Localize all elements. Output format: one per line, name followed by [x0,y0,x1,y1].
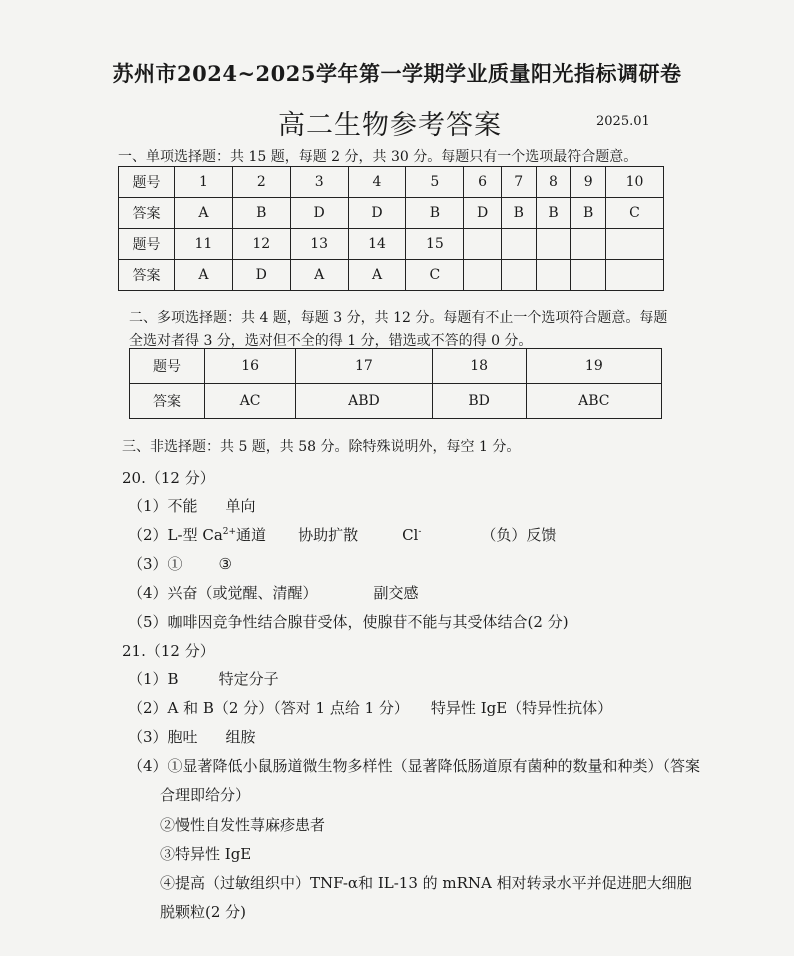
q20-answer-4 [128,582,419,603]
answer-cell: C [406,260,464,291]
question-number: 16 [205,349,296,384]
section1-heading: 一、单项选择题：共 15 题，每题 2 分，共 30 分。每题只有一个选项最符合题意。 [118,149,638,165]
q20-answer-2 [128,524,556,545]
answer-cell: B [406,198,464,229]
answer-cell: A [175,198,233,229]
answer-cell: D [290,198,348,229]
q20-title: 20.（12 分） [122,469,215,487]
answer-cell: A [175,260,233,291]
q20-2-blank-a: （2）L-型 Ca2+通道 [128,526,267,544]
question-number: 8 [536,167,571,198]
question-number: 6 [464,167,502,198]
q21-answer-4-3: ③特异性 IgE [160,845,252,863]
q21-answer-3 [128,726,256,747]
q20-4-blank-a: （4）兴奋（或觉醒、清醒） [128,584,318,602]
table-row [130,384,662,419]
q21-1-blank-b: 特定分子 [218,670,279,688]
answer-cell: D [348,198,406,229]
row-label: 答案 [119,260,175,291]
subject-title: 高二生物参考答案 [278,110,502,141]
q21-3-blank-a: （3）胞吐 [128,728,198,746]
q21-2-blank-b: 特异性 IgE（特异性抗体） [430,699,613,717]
answer-cell: B [571,198,606,229]
exam-date: 2025.01 [596,114,650,129]
question-number: 7 [501,167,536,198]
q20-1-blank-a: （1）不能 [128,497,198,515]
q20-answer-1 [128,495,256,516]
q21-answer-4-4-cont: 脱颗粒(2 分) [160,903,247,921]
q21-answer-4-1-cont: 合理即给分） [160,786,251,804]
q20-1-blank-b: 单向 [225,497,256,515]
q20-answer-3 [128,553,232,574]
table-row [130,349,662,384]
q20-2-blank-d: （负）反馈 [481,526,557,544]
q21-answer-1 [128,668,279,689]
question-number: 4 [348,167,406,198]
table-row [119,198,664,229]
empty-cell [464,229,502,260]
question-number: 10 [606,167,664,198]
q21-title: 21.（12 分） [122,642,215,660]
answer-cell: AC [205,384,296,419]
question-number: 9 [571,167,606,198]
empty-cell [536,229,571,260]
table-row [119,229,664,260]
answer-cell: B [501,198,536,229]
row-label: 题号 [119,167,175,198]
empty-cell [571,229,606,260]
section2-heading-line2: 全选对者得 3 分，选对但不全的得 1 分，错选或不答的得 0 分。 [129,333,533,349]
q20-3-blank-b: ③ [218,555,232,573]
q20-2-blank-c: Cl- [402,526,422,544]
q20-3-blank-a: （3）① [128,555,183,573]
answer-cell: A [290,260,348,291]
question-number: 1 [175,167,233,198]
answer-cell: A [348,260,406,291]
row-label: 题号 [119,229,175,260]
empty-cell [606,229,664,260]
q21-answer-4-2: ②慢性自发性荨麻疹患者 [160,816,326,834]
table-row [119,260,664,291]
q21-2-blank-a: （2）A 和 B（2 分）（答对 1 点给 1 分） [128,699,409,717]
q20-4-blank-b: 副交感 [373,584,419,602]
answer-cell: BD [432,384,526,419]
answer-cell: B [536,198,571,229]
exam-title: 苏州市2024~2025学年第一学期学业质量阳光指标调研卷 [112,61,682,86]
table-row [119,167,664,198]
empty-cell [501,229,536,260]
question-number: 11 [175,229,233,260]
empty-cell [501,260,536,291]
row-label: 题号 [130,349,205,384]
section3-heading: 三、非选择题：共 5 题，共 58 分。除特殊说明外，每空 1 分。 [122,439,521,455]
empty-cell [606,260,664,291]
answer-cell: B [232,198,290,229]
q21-3-blank-b: 组胺 [225,728,256,746]
question-number: 12 [232,229,290,260]
question-number: 13 [290,229,348,260]
empty-cell [571,260,606,291]
answer-cell: ABD [296,384,432,419]
q21-answer-2 [128,697,612,718]
row-label: 答案 [119,198,175,229]
multiple-choice-table [129,348,662,419]
answer-cell: D [464,198,502,229]
empty-cell [464,260,502,291]
q21-answer-4-1: （4）①显著降低小鼠肠道微生物多样性（显著降低肠道原有菌种的数量和种类）（答案 [128,757,701,775]
single-choice-table [118,166,664,291]
section2-heading-line1: 二、多项选择题：共 4 题，每题 3 分，共 12 分。每题有不止一个选项符合题意。每题 [129,310,668,326]
answer-cell: C [606,198,664,229]
answer-cell: ABC [526,384,661,419]
question-number: 2 [232,167,290,198]
q20-answer-5: （5）咖啡因竞争性结合腺苷受体，使腺苷不能与其受体结合(2 分) [128,613,569,631]
q20-2-blank-b: 协助扩散 [298,526,359,544]
row-label: 答案 [130,384,205,419]
question-number: 15 [406,229,464,260]
answer-cell: D [232,260,290,291]
question-number: 5 [406,167,464,198]
q21-1-blank-a: （1）B [128,670,179,688]
empty-cell [536,260,571,291]
question-number: 17 [296,349,432,384]
question-number: 18 [432,349,526,384]
question-number: 19 [526,349,661,384]
q21-answer-4-4: ④提高（过敏组织中）TNF-α和 IL-13 的 mRNA 相对转录水平并促进肥大细胞 [160,874,692,892]
question-number: 14 [348,229,406,260]
question-number: 3 [290,167,348,198]
